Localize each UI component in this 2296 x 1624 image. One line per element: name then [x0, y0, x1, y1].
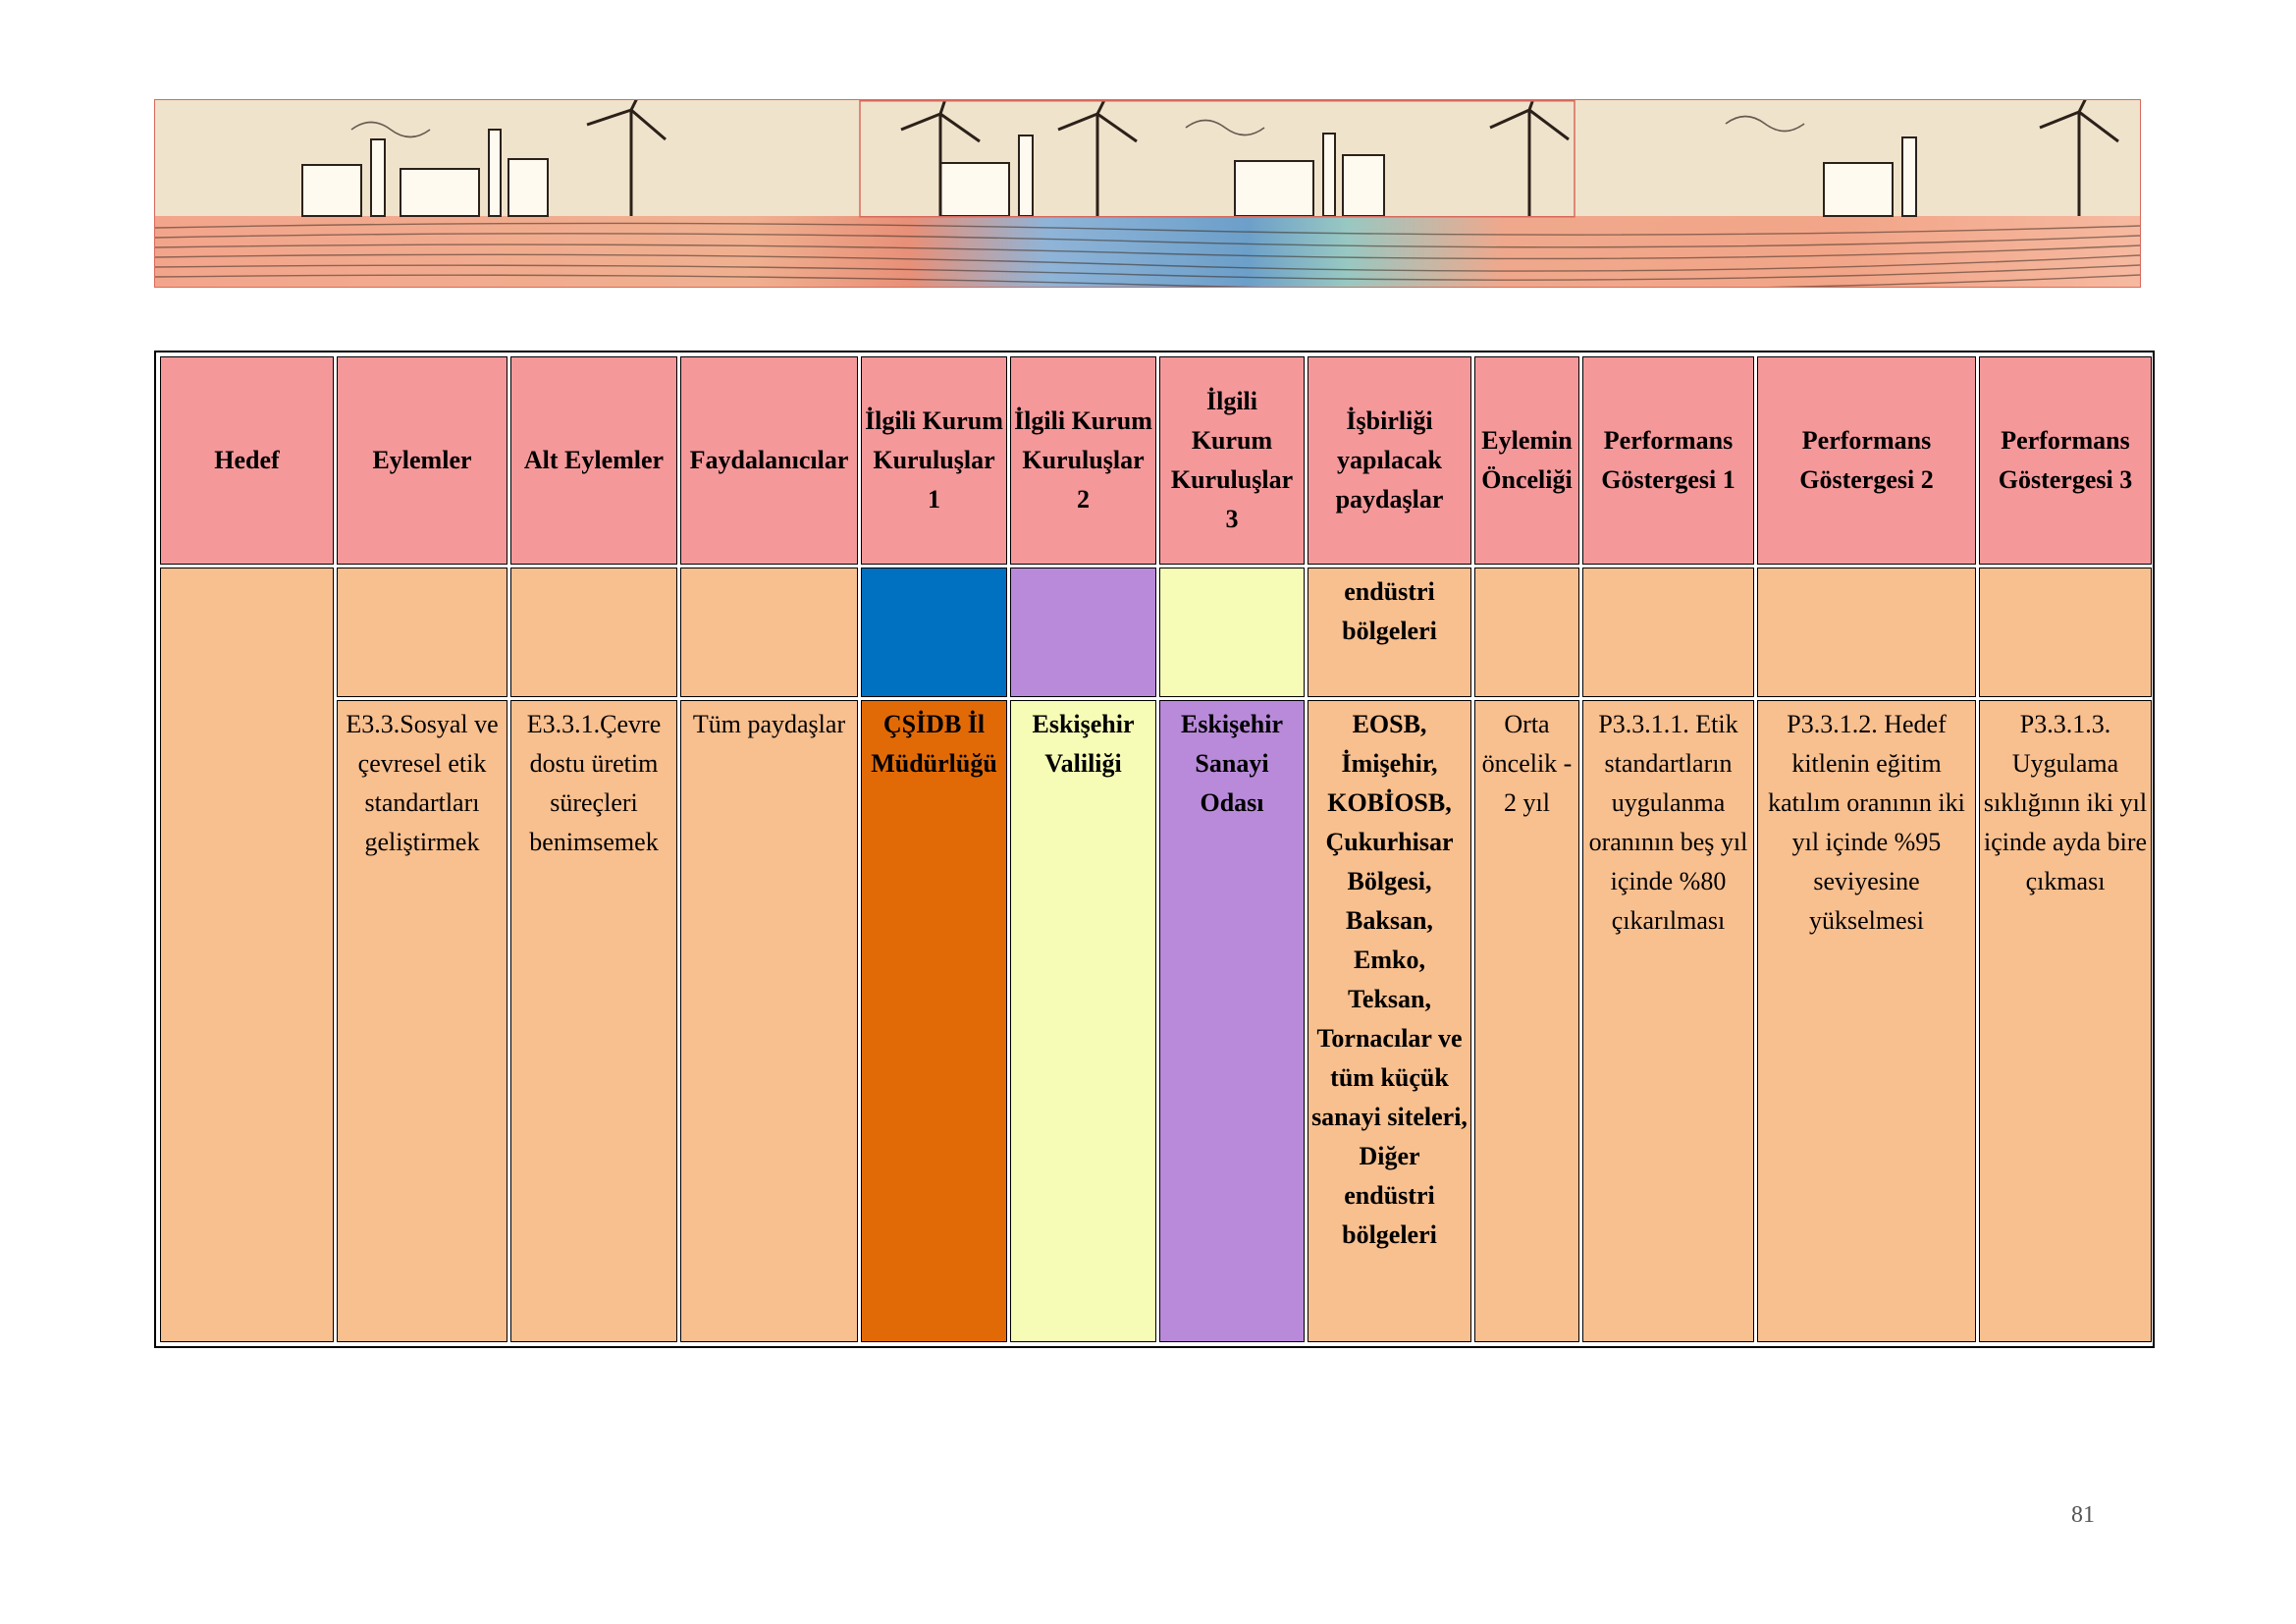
- cell-gosterge-1: P3.3.1.1. Etik standartların uygulanma oranının beş yıl içinde %80 çıkarılması: [1582, 700, 1754, 1342]
- cell-kurum-1: ÇŞİDB İl Müdürlüğü: [861, 700, 1007, 1342]
- cell-empty: [337, 568, 507, 697]
- header-kurum-1: İlgili Kurum Kuruluşlar 1: [861, 356, 1007, 565]
- header-row: [160, 356, 2152, 565]
- cell-hedef: [160, 568, 334, 1342]
- header-gosterge-2: Performans Göstergesi 2: [1757, 356, 1976, 565]
- plan-table: [157, 353, 2155, 1345]
- header-kurum-3: İlgili Kurum Kuruluşlar 3: [1159, 356, 1305, 565]
- header-paydaslar: İşbirliği yapılacak paydaşlar: [1308, 356, 1471, 565]
- cell-empty: [1979, 568, 2152, 697]
- cell-empty: [1582, 568, 1754, 697]
- page-number: 81: [2071, 1502, 2095, 1528]
- header-eylemler: Eylemler: [337, 356, 507, 565]
- header-gosterge-3: Performans Göstergesi 3: [1979, 356, 2152, 565]
- cell-eylem: E3.3.Sosyal ve çevresel etik standartları geliştirmek: [337, 700, 507, 1342]
- cell-alt-eylem: E3.3.1.Çevre dostu üretim süreçleri benimsemek: [510, 700, 677, 1342]
- cell-kurum-1-color: [861, 568, 1007, 697]
- banner-illustration: [154, 99, 2141, 288]
- cell-kurum-3-color: [1159, 568, 1305, 697]
- cell-gosterge-3: P3.3.1.3. Uygulama sıklığının iki yıl içinde ayda bire çıkması: [1979, 700, 2152, 1342]
- header-oncelik: Eylemin Önceliği: [1474, 356, 1579, 565]
- cell-paydaslar-continued: endüstri bölgeleri: [1308, 568, 1471, 697]
- table-row: [160, 700, 2152, 1342]
- cell-kurum-2-color: [1010, 568, 1156, 697]
- cell-faydalanicilar: Tüm paydaşlar: [680, 700, 858, 1342]
- cell-paydaslar: EOSB, İmişehir, KOBİOSB, Çukurhisar Bölgesi, Baksan, Emko, Teksan, Tornacılar ve tüm küçük sanayi siteleri, Diğer endüstri bölgeleri: [1308, 700, 1471, 1342]
- continuation-row: [160, 568, 2152, 697]
- cell-oncelik: Orta öncelik - 2 yıl: [1474, 700, 1579, 1342]
- cell-kurum-2: Eskişehir Valiliği: [1010, 700, 1156, 1342]
- cell-empty: [680, 568, 858, 697]
- header-hedef: Hedef: [160, 356, 334, 565]
- cell-empty: [1757, 568, 1976, 697]
- header-kurum-2: İlgili Kurum Kuruluşlar 2: [1010, 356, 1156, 565]
- cell-kurum-3: Eskişehir Sanayi Odası: [1159, 700, 1305, 1342]
- header-gosterge-1: Performans Göstergesi 1: [1582, 356, 1754, 565]
- header-faydalanicilar: Faydalanıcılar: [680, 356, 858, 565]
- cell-gosterge-2: P3.3.1.2. Hedef kitlenin eğitim katılım oranının iki yıl içinde %95 seviyesine yükselmesi: [1757, 700, 1976, 1342]
- header-alt-eylemler: Alt Eylemler: [510, 356, 677, 565]
- cell-empty: [1474, 568, 1579, 697]
- cell-empty: [510, 568, 677, 697]
- action-plan-table: [154, 351, 2155, 1348]
